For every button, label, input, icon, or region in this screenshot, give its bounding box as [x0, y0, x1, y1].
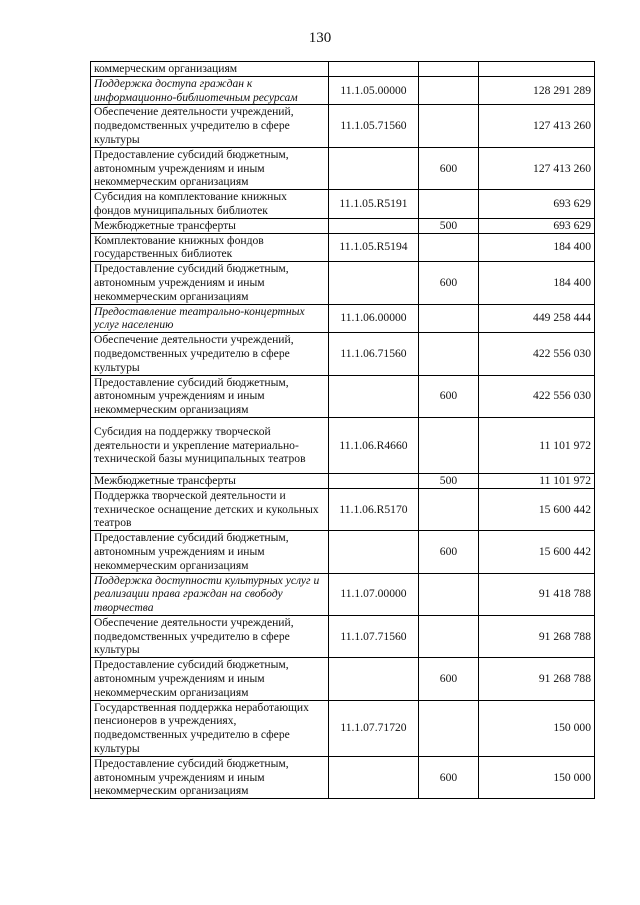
row-type-cell: 500 [419, 473, 479, 488]
row-name-cell: коммерческим организациям [91, 62, 329, 77]
row-code-cell [329, 262, 419, 304]
row-sum-cell: 150 000 [479, 756, 595, 798]
row-name-cell: Обеспечение деятельности учреждений, подведомственных учредителю в сфере культуры [91, 615, 329, 657]
row-code-cell [329, 62, 419, 77]
row-sum-cell: 422 556 030 [479, 333, 595, 375]
row-code-cell: 11.1.05.71560 [329, 105, 419, 147]
table-row [91, 531, 595, 573]
row-sum-cell [479, 62, 595, 77]
row-sum-cell: 693 629 [479, 218, 595, 233]
row-type-cell [419, 700, 479, 756]
row-sum-cell: 127 413 260 [479, 105, 595, 147]
row-name-cell: Государственная поддержка неработающих пенсионеров в учреждениях, подведомственных учредителю в сфере культуры [91, 700, 329, 756]
row-name-cell: Поддержка творческой деятельности и техническое оснащение детских и кукольных театров [91, 488, 329, 530]
row-type-cell: 600 [419, 262, 479, 304]
row-name-cell: Предоставление субсидий бюджетным, автономным учреждениям и иным некоммерческим организациям [91, 658, 329, 700]
row-sum-cell: 15 600 442 [479, 531, 595, 573]
row-code-cell: 11.1.07.00000 [329, 573, 419, 615]
row-type-cell: 600 [419, 147, 479, 189]
row-name-cell: Межбюджетные трансферты [91, 218, 329, 233]
row-code-cell: 11.1.06.71560 [329, 333, 419, 375]
table-row [91, 573, 595, 615]
table-row [91, 105, 595, 147]
row-sum-cell: 15 600 442 [479, 488, 595, 530]
table-row [91, 218, 595, 233]
row-name-cell: Предоставление субсидий бюджетным, автономным учреждениям и иным некоммерческим организациям [91, 756, 329, 798]
row-type-cell [419, 488, 479, 530]
table-row [91, 417, 595, 473]
row-sum-cell: 91 268 788 [479, 615, 595, 657]
table-row [91, 147, 595, 189]
row-type-cell: 600 [419, 531, 479, 573]
row-code-cell: 11.1.07.71560 [329, 615, 419, 657]
row-code-cell: 11.1.05.R5191 [329, 190, 419, 219]
row-type-cell: 500 [419, 218, 479, 233]
row-sum-cell: 11 101 972 [479, 417, 595, 473]
row-type-cell: 600 [419, 375, 479, 417]
row-name-cell: Предоставление театрально-концертных услуг населению [91, 304, 329, 333]
row-code-cell [329, 218, 419, 233]
row-type-cell [419, 573, 479, 615]
table-row [91, 375, 595, 417]
row-type-cell [419, 615, 479, 657]
row-type-cell [419, 233, 479, 262]
table-row [91, 76, 595, 105]
table-row [91, 473, 595, 488]
row-name-cell: Обеспечение деятельности учреждений, подведомственных учредителю в сфере культуры [91, 333, 329, 375]
row-code-cell: 11.1.07.71720 [329, 700, 419, 756]
row-type-cell: 600 [419, 756, 479, 798]
row-name-cell: Поддержка доступа граждан к информационно-библиотечным ресурсам [91, 76, 329, 105]
table-row [91, 756, 595, 798]
row-code-cell: 11.1.06.R4660 [329, 417, 419, 473]
row-type-cell [419, 76, 479, 105]
table-row [91, 304, 595, 333]
table-row [91, 262, 595, 304]
row-code-cell [329, 473, 419, 488]
row-name-cell: Предоставление субсидий бюджетным, автономным учреждениям и иным некоммерческим организациям [91, 147, 329, 189]
row-name-cell: Межбюджетные трансферты [91, 473, 329, 488]
row-sum-cell: 184 400 [479, 233, 595, 262]
table-row [91, 488, 595, 530]
row-type-cell [419, 62, 479, 77]
row-name-cell: Предоставление субсидий бюджетным, автономным учреждениям и иным некоммерческим организациям [91, 262, 329, 304]
row-sum-cell: 91 268 788 [479, 658, 595, 700]
row-code-cell [329, 658, 419, 700]
row-code-cell: 11.1.06.R5170 [329, 488, 419, 530]
table-row [91, 190, 595, 219]
table-row [91, 333, 595, 375]
row-sum-cell: 91 418 788 [479, 573, 595, 615]
row-sum-cell: 150 000 [479, 700, 595, 756]
row-name-cell: Обеспечение деятельности учреждений, подведомственных учредителю в сфере культуры [91, 105, 329, 147]
row-type-cell [419, 333, 479, 375]
row-code-cell: 11.1.05.00000 [329, 76, 419, 105]
row-code-cell [329, 147, 419, 189]
row-sum-cell: 11 101 972 [479, 473, 595, 488]
row-name-cell: Предоставление субсидий бюджетным, автономным учреждениям и иным некоммерческим организациям [91, 375, 329, 417]
row-code-cell [329, 531, 419, 573]
budget-table [90, 61, 595, 799]
row-code-cell [329, 375, 419, 417]
table-row [91, 62, 595, 77]
table-row [91, 615, 595, 657]
row-code-cell [329, 756, 419, 798]
row-code-cell: 11.1.05.R5194 [329, 233, 419, 262]
row-sum-cell: 693 629 [479, 190, 595, 219]
budget-table-body [91, 62, 595, 799]
row-sum-cell: 184 400 [479, 262, 595, 304]
row-name-cell: Субсидия на комплектование книжных фондов муниципальных библиотек [91, 190, 329, 219]
row-type-cell [419, 190, 479, 219]
row-sum-cell: 449 258 444 [479, 304, 595, 333]
page-number: 130 [308, 30, 332, 46]
row-code-cell: 11.1.06.00000 [329, 304, 419, 333]
table-row [91, 233, 595, 262]
row-name-cell: Предоставление субсидий бюджетным, автономным учреждениям и иным некоммерческим организациям [91, 531, 329, 573]
row-type-cell: 600 [419, 658, 479, 700]
row-name-cell: Субсидия на поддержку творческой деятельности и укрепление материально-технической базы муниципальных театров [91, 417, 329, 473]
table-row [91, 700, 595, 756]
row-type-cell [419, 304, 479, 333]
row-type-cell [419, 105, 479, 147]
table-row [91, 658, 595, 700]
row-type-cell [419, 417, 479, 473]
row-name-cell: Комплектование книжных фондов государственных библиотек [91, 233, 329, 262]
row-name-cell: Поддержка доступности культурных услуг и реализации права граждан на свободу творчества [91, 573, 329, 615]
row-sum-cell: 127 413 260 [479, 147, 595, 189]
row-sum-cell: 422 556 030 [479, 375, 595, 417]
row-sum-cell: 128 291 289 [479, 76, 595, 105]
